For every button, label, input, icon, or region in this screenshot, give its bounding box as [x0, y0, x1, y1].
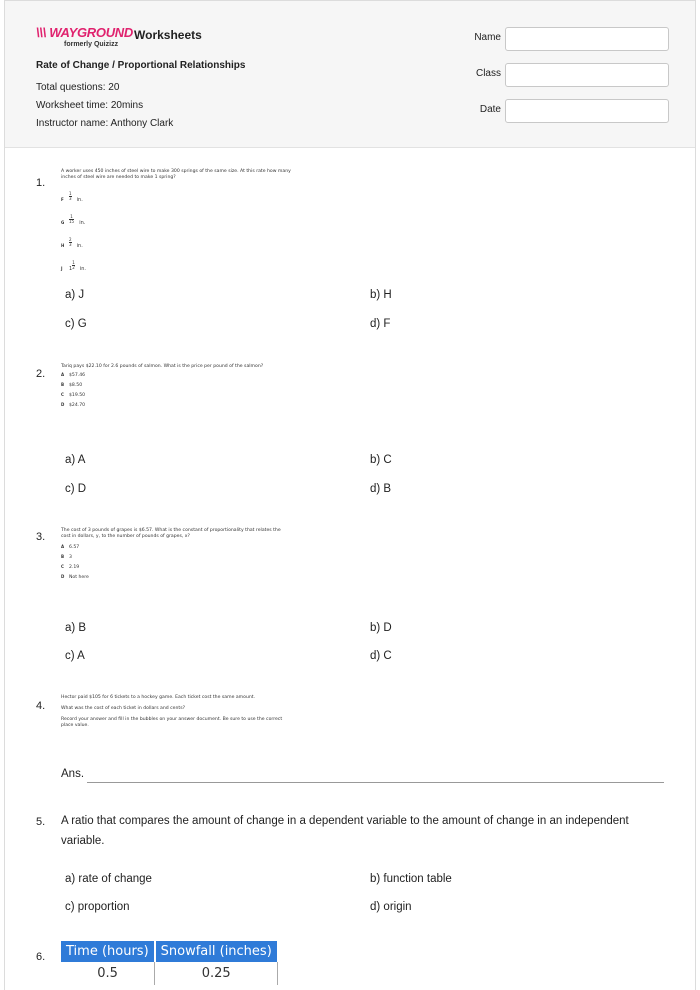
logo-wordmark: \\\ WAYGROUND	[36, 25, 133, 40]
q1-option-c[interactable]: c) G	[65, 318, 87, 330]
question-2-image	[61, 364, 293, 409]
question-1-image	[61, 169, 293, 274]
worksheet-time: Worksheet time: 20mins	[36, 100, 144, 111]
q2-option-a[interactable]: a) A	[65, 454, 86, 466]
table-header-snowfall: Snowfall (inches)	[155, 941, 278, 962]
table-cell-snowfall: 0.25	[155, 962, 278, 985]
question-2-image-option-d: D $24.70	[61, 402, 86, 408]
table-cell-time: 0.5	[61, 962, 155, 985]
worksheet-title: Rate of Change / Proportional Relationships	[36, 60, 246, 71]
table-header-row	[61, 941, 278, 962]
answer-line[interactable]	[87, 782, 664, 783]
question-2-number: 2.	[36, 368, 46, 380]
answer-label: Ans.	[61, 768, 85, 780]
q3-option-d[interactable]: d) C	[370, 650, 392, 662]
question-1-image-option-g: G $\frac{1}{15}$ in.	[61, 214, 86, 226]
question-4-number: 4.	[36, 700, 46, 712]
question-3-image-option-c: C 2.19	[61, 564, 80, 570]
question-4-image-line-3: Record your answer and fill in the bubbles on your answer document. Be sure to use the correct place value.	[61, 717, 283, 728]
question-1-image-text: A worker uses 450 inches of steel wire to make 300 springs of the same size. At this rate how many inches of steel wire are needed to make 1 spring?	[61, 169, 291, 180]
q5-option-c[interactable]: c) proportion	[65, 901, 130, 913]
question-4-image-line-1: Hector paid $105 for 6 tickets to a hockey game. Each ticket cost the same amount.	[61, 695, 256, 700]
snowfall-table	[61, 941, 279, 985]
instructor-name: Instructor name: Anthony Clark	[36, 118, 174, 129]
question-2-image-option-b: B $8.50	[61, 382, 83, 388]
q3-option-b[interactable]: b) D	[370, 622, 392, 634]
q1-option-d[interactable]: d) F	[370, 318, 391, 330]
question-4-image	[61, 695, 293, 729]
question-1-number: 1.	[36, 177, 46, 189]
question-2-image-option-a: A $57.46	[61, 372, 86, 378]
logo-subtitle: formerly Quizizz	[64, 41, 119, 48]
question-3-image-text: The cost of 3 pounds of grapes is $6.57. What is the constant of proportionality that relates the cost in dollars, y, to the number of pounds of grapes, x?	[61, 528, 281, 539]
q5-option-b[interactable]: b) function table	[370, 873, 452, 885]
logo-bars-icon: \\\	[36, 25, 46, 40]
question-2-image-text: Tariq pays $22.10 for 2.6 pounds of salmon. What is the price per pound of the salmon?	[61, 364, 264, 369]
worksheet-header	[5, 1, 695, 148]
name-label: Name	[474, 32, 501, 43]
q5-option-d[interactable]: d) origin	[370, 901, 412, 913]
brand-title: Worksheets	[134, 28, 202, 42]
question-3-image-option-d: D Not here	[61, 574, 89, 580]
q2-option-d[interactable]: d) B	[370, 483, 392, 495]
question-6-number: 6.	[36, 951, 46, 963]
question-4-image-line-2: What was the cost of each ticket in dollars and cents?	[61, 706, 186, 711]
q2-option-b[interactable]: b) C	[370, 454, 392, 466]
total-questions: Total questions: 20	[36, 82, 120, 93]
name-field[interactable]	[505, 27, 669, 51]
table-row	[61, 962, 278, 985]
q5-option-a[interactable]: a) rate of change	[65, 873, 152, 885]
q2-option-c[interactable]: c) D	[65, 483, 87, 495]
q3-option-a[interactable]: a) B	[65, 622, 87, 634]
worksheet-page	[4, 0, 696, 990]
q3-option-c[interactable]: c) A	[65, 650, 85, 662]
brand-logo	[36, 25, 133, 48]
class-label: Class	[475, 68, 501, 79]
question-1-image-option-f: F $\frac{1}{3}$ in.	[61, 191, 83, 203]
date-label: Date	[479, 104, 501, 115]
question-1-image-option-h: H $\frac{2}{3}$ in.	[61, 237, 83, 249]
question-3-image-option-b: B 3	[61, 554, 72, 560]
question-5-text: A ratio that compares the amount of change in a dependent variable to the amount of change in an independent variable.	[61, 815, 629, 847]
q1-option-a[interactable]: a) J	[65, 289, 85, 301]
question-3-image	[61, 528, 285, 581]
question-3-number: 3.	[36, 531, 46, 543]
table-header-time: Time (hours)	[61, 941, 155, 962]
question-3-image-option-a: A 6.57	[61, 544, 80, 550]
class-field[interactable]	[505, 63, 669, 87]
question-2-image-option-c: C $19.50	[61, 392, 86, 398]
question-1-image-option-j: J 1 $\frac{1}{2}$ in.	[61, 260, 86, 272]
q1-option-b[interactable]: b) H	[370, 289, 392, 301]
question-5-number: 5.	[36, 816, 46, 828]
date-field[interactable]	[505, 99, 669, 123]
